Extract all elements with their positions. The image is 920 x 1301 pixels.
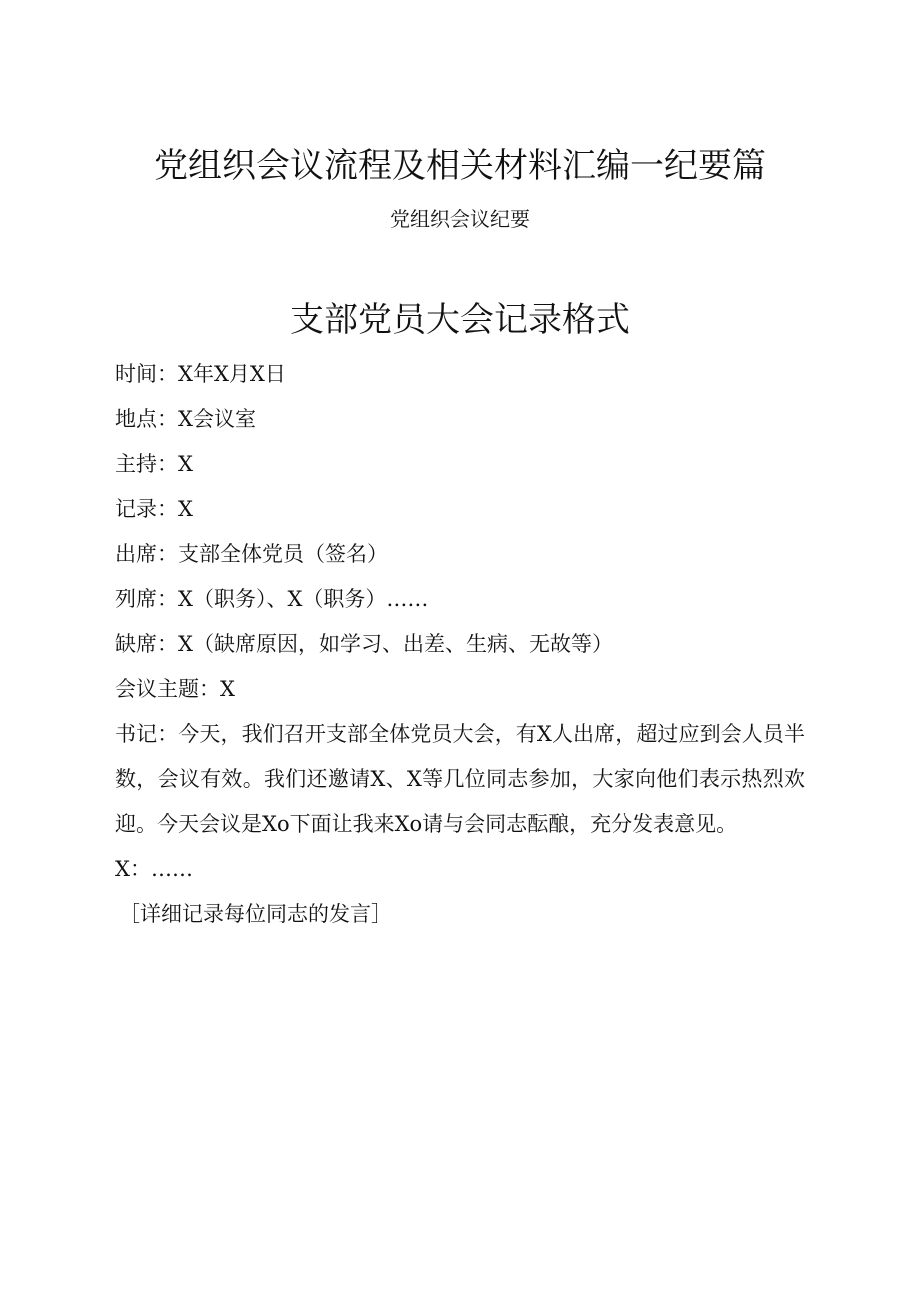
main-title: 党组织会议流程及相关材料汇编一纪要篇 <box>154 146 766 186</box>
field-attendees: 出席：支部全体党员（签名） <box>115 542 388 566</box>
secretary-speech: 书记：今天，我们召开支部全体党员大会，有X人出席，超过应到会人员半数，会议有效。我们还邀请X、X等几位同志参加，大家向他们表示热烈欢迎。今天会议是Xo下面让我来Xo请与会同志酝酿，充分发表意见。 <box>115 722 805 836</box>
field-place: 地点：X会议室 <box>115 407 256 431</box>
field-topic: 会议主题：X <box>115 677 235 701</box>
meeting-record-body <box>115 352 805 937</box>
field-observers: 列席：X（职务）、X（职务）…… <box>115 587 429 611</box>
sub-title: 党组织会议纪要 <box>390 207 530 231</box>
field-time: 时间：X年X月X日 <box>115 362 286 386</box>
section-title: 支部党员大会记录格式 <box>290 300 630 340</box>
speaker-line: X：…… <box>115 857 193 881</box>
field-host: 主持：X <box>115 452 193 476</box>
field-absent: 缺席：X（缺席原因，如学习、出差、生病、无故等） <box>115 632 613 656</box>
field-recorder: 记录：X <box>115 497 193 521</box>
record-note: ［详细记录每位同志的发言］ <box>119 902 392 926</box>
